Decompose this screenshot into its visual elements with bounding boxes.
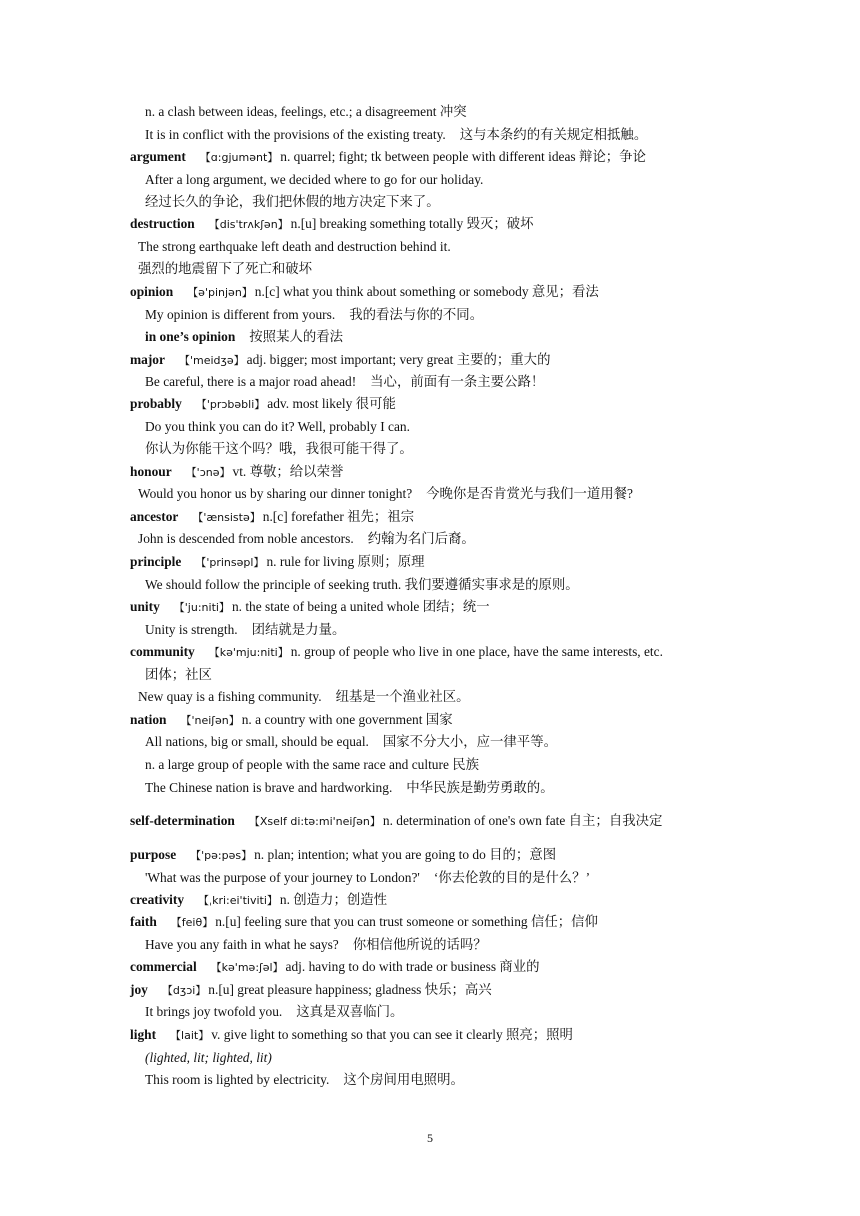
- phonetic: 【'prinsəpl】: [195, 556, 265, 569]
- headword: purpose: [130, 847, 177, 862]
- headword: principle: [130, 554, 182, 569]
- entry-line: [130, 461, 800, 485]
- example-line: [130, 1069, 800, 1092]
- headword: honour: [130, 464, 172, 479]
- example-chinese: 我的看法与你的不同。: [349, 307, 484, 322]
- headword: unity: [130, 599, 160, 614]
- entry-line: [130, 911, 800, 935]
- entry-line: [130, 393, 800, 417]
- example-chinese: 这真是双喜临门。: [296, 1004, 404, 1019]
- phonetic: 【dis'trʌkʃən】: [208, 218, 289, 231]
- phonetic: 【kə'mə:ʃəl】: [210, 961, 284, 974]
- phonetic: 【ˌkri:ei'tiviti】: [198, 894, 278, 907]
- phonetic: 【ə'pinjən】: [187, 286, 253, 299]
- definition: adj. bigger; most important; very great 主要的；重大的: [246, 352, 551, 367]
- headword: opinion: [130, 284, 174, 299]
- phonetic: 【'neiʃən】: [180, 714, 240, 727]
- example-english: The strong earthquake left death and destruction behind it.: [138, 239, 451, 254]
- example-line: [130, 686, 800, 709]
- definition: v. give light to something so that you can see it clearly 照亮；照明: [211, 1027, 573, 1042]
- headword: community: [130, 644, 195, 659]
- headword: light: [130, 1027, 157, 1042]
- phonetic: 【lait】: [170, 1029, 210, 1042]
- example-line: [130, 867, 800, 890]
- example-chinese: 约翰为名门后裔。: [367, 531, 475, 546]
- example-english: n. a clash between ideas, feelings, etc.; a disagreement 冲突: [145, 104, 467, 119]
- entry-line: [130, 349, 800, 373]
- example-line: [130, 664, 800, 687]
- definition: n. rule for living 原则；原理: [266, 554, 425, 569]
- example-line: [130, 124, 800, 147]
- phonetic: 【'ju:niti】: [173, 601, 230, 614]
- example-english: 强烈的地震留下了死亡和破坏: [138, 261, 313, 276]
- example-line: [130, 371, 800, 394]
- definition: adv. most likely 很可能: [267, 396, 396, 411]
- definition: n. 创造力；创造性: [279, 892, 388, 907]
- definition: vt. 尊敬；给以荣誉: [232, 464, 344, 479]
- example-chinese: 团结就是力量。: [251, 622, 346, 637]
- entry-line: [130, 1024, 800, 1048]
- example-english: It is in conflict with the provisions of the existing treaty.: [145, 127, 446, 142]
- phonetic: 【'meidʒə】: [178, 354, 245, 367]
- phrase-line: [130, 326, 800, 349]
- phonetic: 【feiθ】: [170, 916, 214, 929]
- entry-line: [130, 709, 800, 733]
- example-english: All nations, big or small, should be equal.: [145, 734, 369, 749]
- headword: creativity: [130, 892, 185, 907]
- example-line: [130, 1047, 800, 1070]
- example-line: [130, 236, 800, 259]
- example-line: [130, 438, 800, 461]
- headword: joy: [130, 982, 148, 997]
- headword: argument: [130, 149, 186, 164]
- phonetic: 【dʒɔi】: [161, 984, 207, 997]
- entry-line: [130, 956, 800, 980]
- entry-line: [130, 213, 800, 237]
- example-line: [130, 191, 800, 214]
- phonetic: 【'prɔbəbli】: [195, 398, 266, 411]
- headword: probably: [130, 396, 182, 411]
- example-english: This room is lighted by electricity.: [145, 1072, 330, 1087]
- example-chinese: 这个房间用电照明。: [343, 1072, 464, 1087]
- example-chinese: 按照某人的看法: [249, 329, 344, 344]
- example-chinese: 这与本条约的有关规定相抵触。: [459, 127, 648, 142]
- example-line: [130, 731, 800, 754]
- example-chinese: 你相信他所说的话吗？: [352, 937, 487, 952]
- example-line: [130, 754, 800, 777]
- example-english: Do you think you can do it? Well, probably I can.: [145, 419, 410, 434]
- entry-line: [130, 551, 800, 575]
- definition: n. determination of one's own fate 自主；自我决定: [382, 813, 663, 828]
- entry-line: [130, 810, 800, 834]
- example-english: 'What was the purpose of your journey to London?': [145, 870, 420, 885]
- definition: n.[u] great pleasure happiness; gladness 快乐；高兴: [208, 982, 492, 997]
- example-english: 团体；社区: [145, 667, 212, 682]
- example-line: [130, 574, 800, 597]
- example-line: [130, 1001, 800, 1024]
- example-english: After a long argument, we decided where to go for our holiday.: [145, 172, 484, 187]
- example-line: [130, 777, 800, 800]
- definition: n. a country with one government 国家: [241, 712, 453, 727]
- example-english: n. a large group of people with the same race and culture 民族: [145, 757, 480, 772]
- definition: n.[c] forefather 祖先；祖宗: [262, 509, 415, 524]
- example-english: John is descended from noble ancestors.: [138, 531, 354, 546]
- entry-line: [130, 506, 800, 530]
- example-english: The Chinese nation is brave and hardworking.: [145, 780, 393, 795]
- example-chinese: ‘你去伦敦的目的是什么？’: [433, 870, 591, 885]
- entry-line: [130, 281, 800, 305]
- definition: adj. having to do with trade or business 商业的: [285, 959, 540, 974]
- definition: n. quarrel; fight; tk between people with different ideas 辩论；争论: [280, 149, 646, 164]
- example-chinese: 今晚你是否肯赏光与我们一道用餐?: [426, 486, 633, 501]
- entry-line: [130, 979, 800, 1003]
- definition: n.[u] breaking something totally 毁灭；破坏: [290, 216, 534, 231]
- phonetic: 【'pə:pəs】: [190, 849, 253, 862]
- example-line: [130, 528, 800, 551]
- example-line: [130, 304, 800, 327]
- example-english: Be careful, there is a major road ahead!: [145, 374, 357, 389]
- example-english: It brings joy twofold you.: [145, 1004, 283, 1019]
- example-chinese: 纽基是一个渔业社区。: [335, 689, 470, 704]
- phonetic: 【kə'mju:niti】: [208, 646, 289, 659]
- definition: n. the state of being a united whole 团结；统一: [231, 599, 490, 614]
- example-english: We should follow the principle of seeking truth. 我们要遵循实事求是的原则。: [145, 577, 579, 592]
- headword: commercial: [130, 959, 197, 974]
- entry-line: [130, 596, 800, 620]
- headword: major: [130, 352, 165, 367]
- example-chinese: 国家不分大小，应一律平等。: [382, 734, 557, 749]
- headword: faith: [130, 914, 157, 929]
- example-english: (lighted, lit; lighted, lit): [145, 1050, 272, 1065]
- example-line: [130, 416, 800, 439]
- entry-line: [130, 146, 800, 170]
- phonetic: 【'ɔnə】: [185, 466, 231, 479]
- example-line: [130, 169, 800, 192]
- example-line: [130, 101, 800, 124]
- entry-line: [130, 889, 800, 913]
- entry-line: [130, 844, 800, 868]
- example-english: My opinion is different from yours.: [145, 307, 336, 322]
- phonetic: 【Xself di:tə:mi'neiʃən】: [248, 815, 381, 828]
- example-line: [130, 619, 800, 642]
- headword: ancestor: [130, 509, 179, 524]
- headword: nation: [130, 712, 167, 727]
- example-english: Unity is strength.: [145, 622, 238, 637]
- definition: n. group of people who live in one place, have the same interests, etc.: [290, 644, 663, 659]
- phonetic: 【'ænsistə】: [192, 511, 261, 524]
- definition: n.[c] what you think about something or somebody 意见；看法: [254, 284, 599, 299]
- definition: n.[u] feeling sure that you can trust someone or something 信任；信仰: [215, 914, 598, 929]
- example-english: Would you honor us by sharing our dinner tonight?: [138, 486, 413, 501]
- page-number: 5: [427, 1131, 433, 1145]
- headword: destruction: [130, 216, 195, 231]
- example-english: in one’s opinion: [145, 329, 236, 344]
- example-english: 经过长久的争论，我们把休假的地方决定下来了。: [145, 194, 440, 209]
- example-line: [130, 483, 800, 506]
- definition: n. plan; intention; what you are going to do 目的；意图: [254, 847, 557, 862]
- entry-line: [130, 641, 800, 665]
- example-english: 你认为你能干这个吗？哦，我很可能干得了。: [145, 441, 413, 456]
- headword: self-determination: [130, 813, 235, 828]
- example-line: [130, 258, 800, 281]
- example-line: [130, 934, 800, 957]
- example-chinese: 当心，前面有一条主要公路！: [370, 374, 545, 389]
- example-english: Have you any faith in what he says?: [145, 937, 339, 952]
- example-english: New quay is a fishing community.: [138, 689, 322, 704]
- example-chinese: 中华民族是勤劳勇敢的。: [406, 780, 554, 795]
- phonetic: 【ɑ:gjumənt】: [199, 151, 279, 164]
